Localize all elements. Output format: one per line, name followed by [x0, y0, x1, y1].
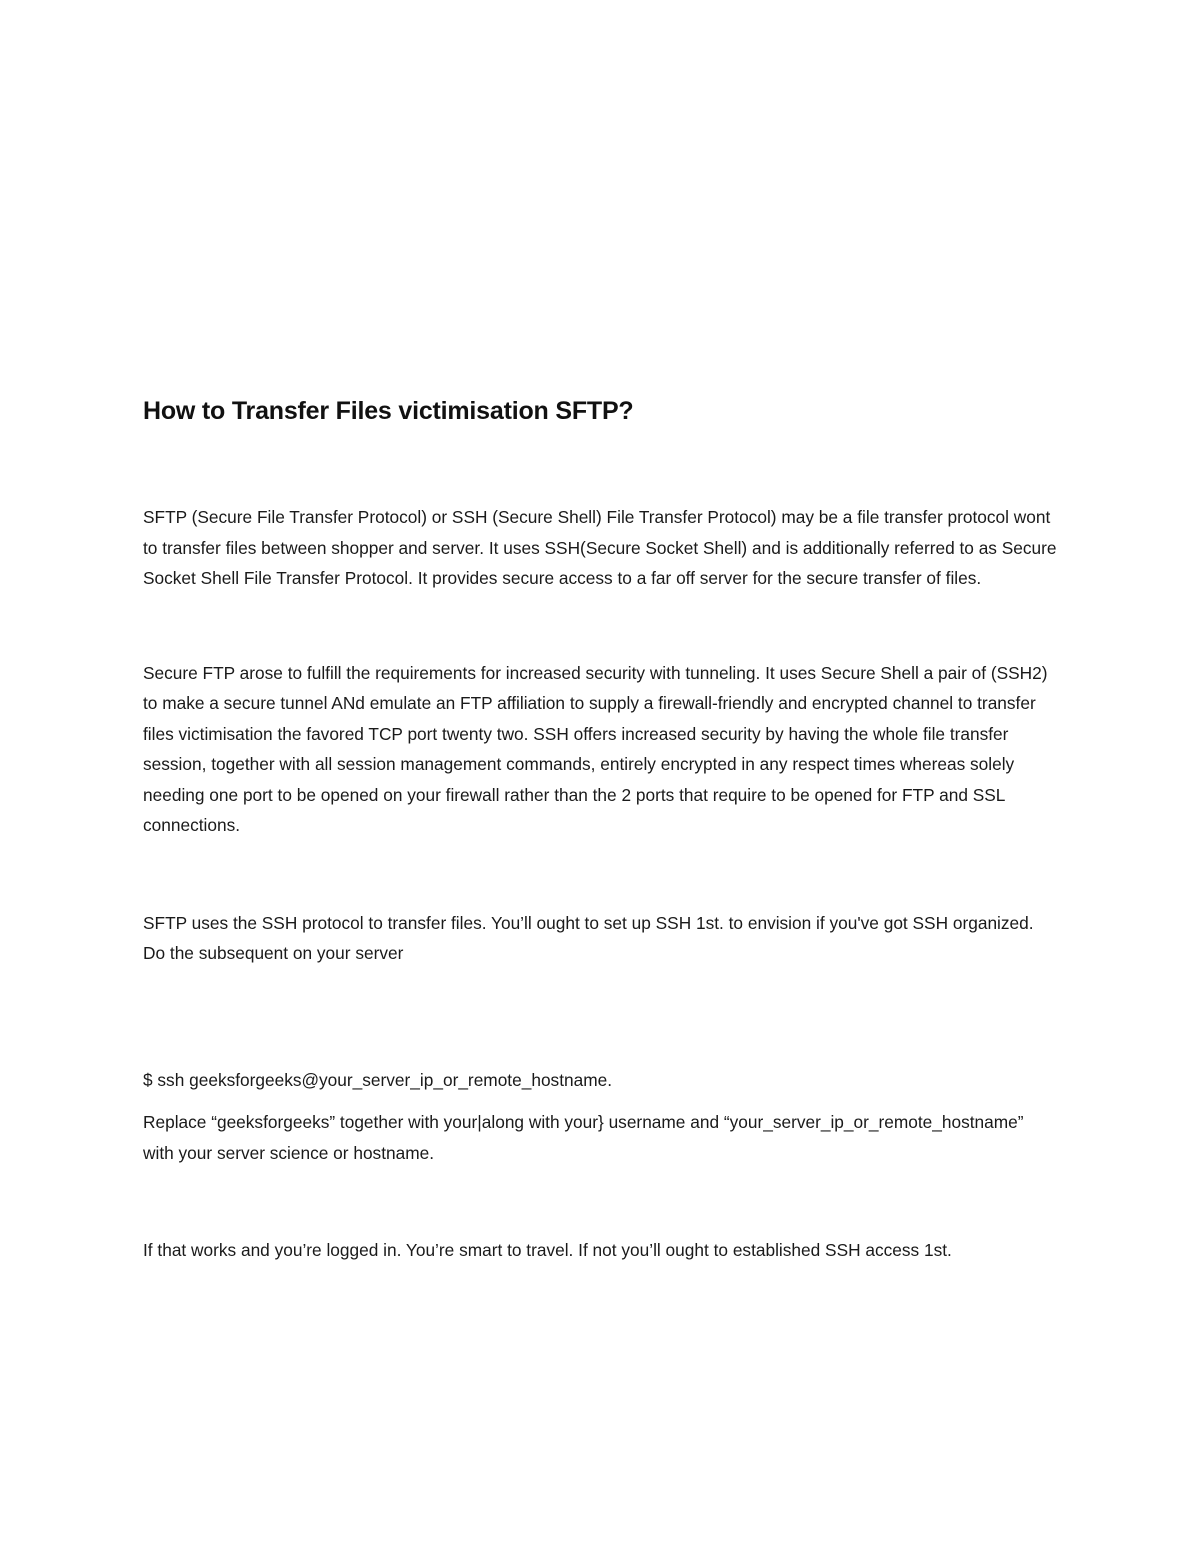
command-line: $ ssh geeksforgeeks@your_server_ip_or_remote_hostname. — [143, 1069, 613, 1090]
paragraph-replace-instructions: Replace “geeksforgeeks” together with your|along with your} username and “your_server_ip_or_remote_hostname” with your server science or hostname. — [143, 1112, 1024, 1163]
paragraph-secure-ftp: Secure FTP arose to fulfill the requirements for increased security with tunneling. It uses Secure Shell a pair of (SSH2) to make a secure tunnel ANd emulate an FTP affiliation to supply a firewall-friendly and encrypted channel to transfer files victimisation the favored TCP port twenty two. SSH offers increased security by having the whole file transfer session, together with all session management commands, entirely encrypted in any respect times whereas solely needing one port to be opened on your firewall rather than the 2 ports that require to be opened for FTP and SSL connections. — [143, 662, 1048, 835]
document-body — [143, 392, 1058, 1266]
paragraph-ssh-setup: SFTP uses the SSH protocol to transfer files. You’ll ought to set up SSH 1st. to envision if you've got SSH organized. Do the subsequent on your server — [143, 912, 1034, 963]
paragraph-sftp-definition: SFTP (Secure File Transfer Protocol) or SSH (Secure Shell) File Transfer Protocol) may be a file transfer protocol wont to transfer files between shopper and server. It uses SSH(Secure Socket Shell) and is additionally referred to as Secure Socket Shell File Transfer Protocol. It provides secure access to a far off server for the secure transfer of files. — [143, 507, 1057, 588]
document-title: How to Transfer Files victimisation SFTP? — [143, 397, 634, 425]
paragraph-login-result: If that works and you’re logged in. You’re smart to travel. If not you’ll ought to established SSH access 1st. — [143, 1240, 952, 1260]
